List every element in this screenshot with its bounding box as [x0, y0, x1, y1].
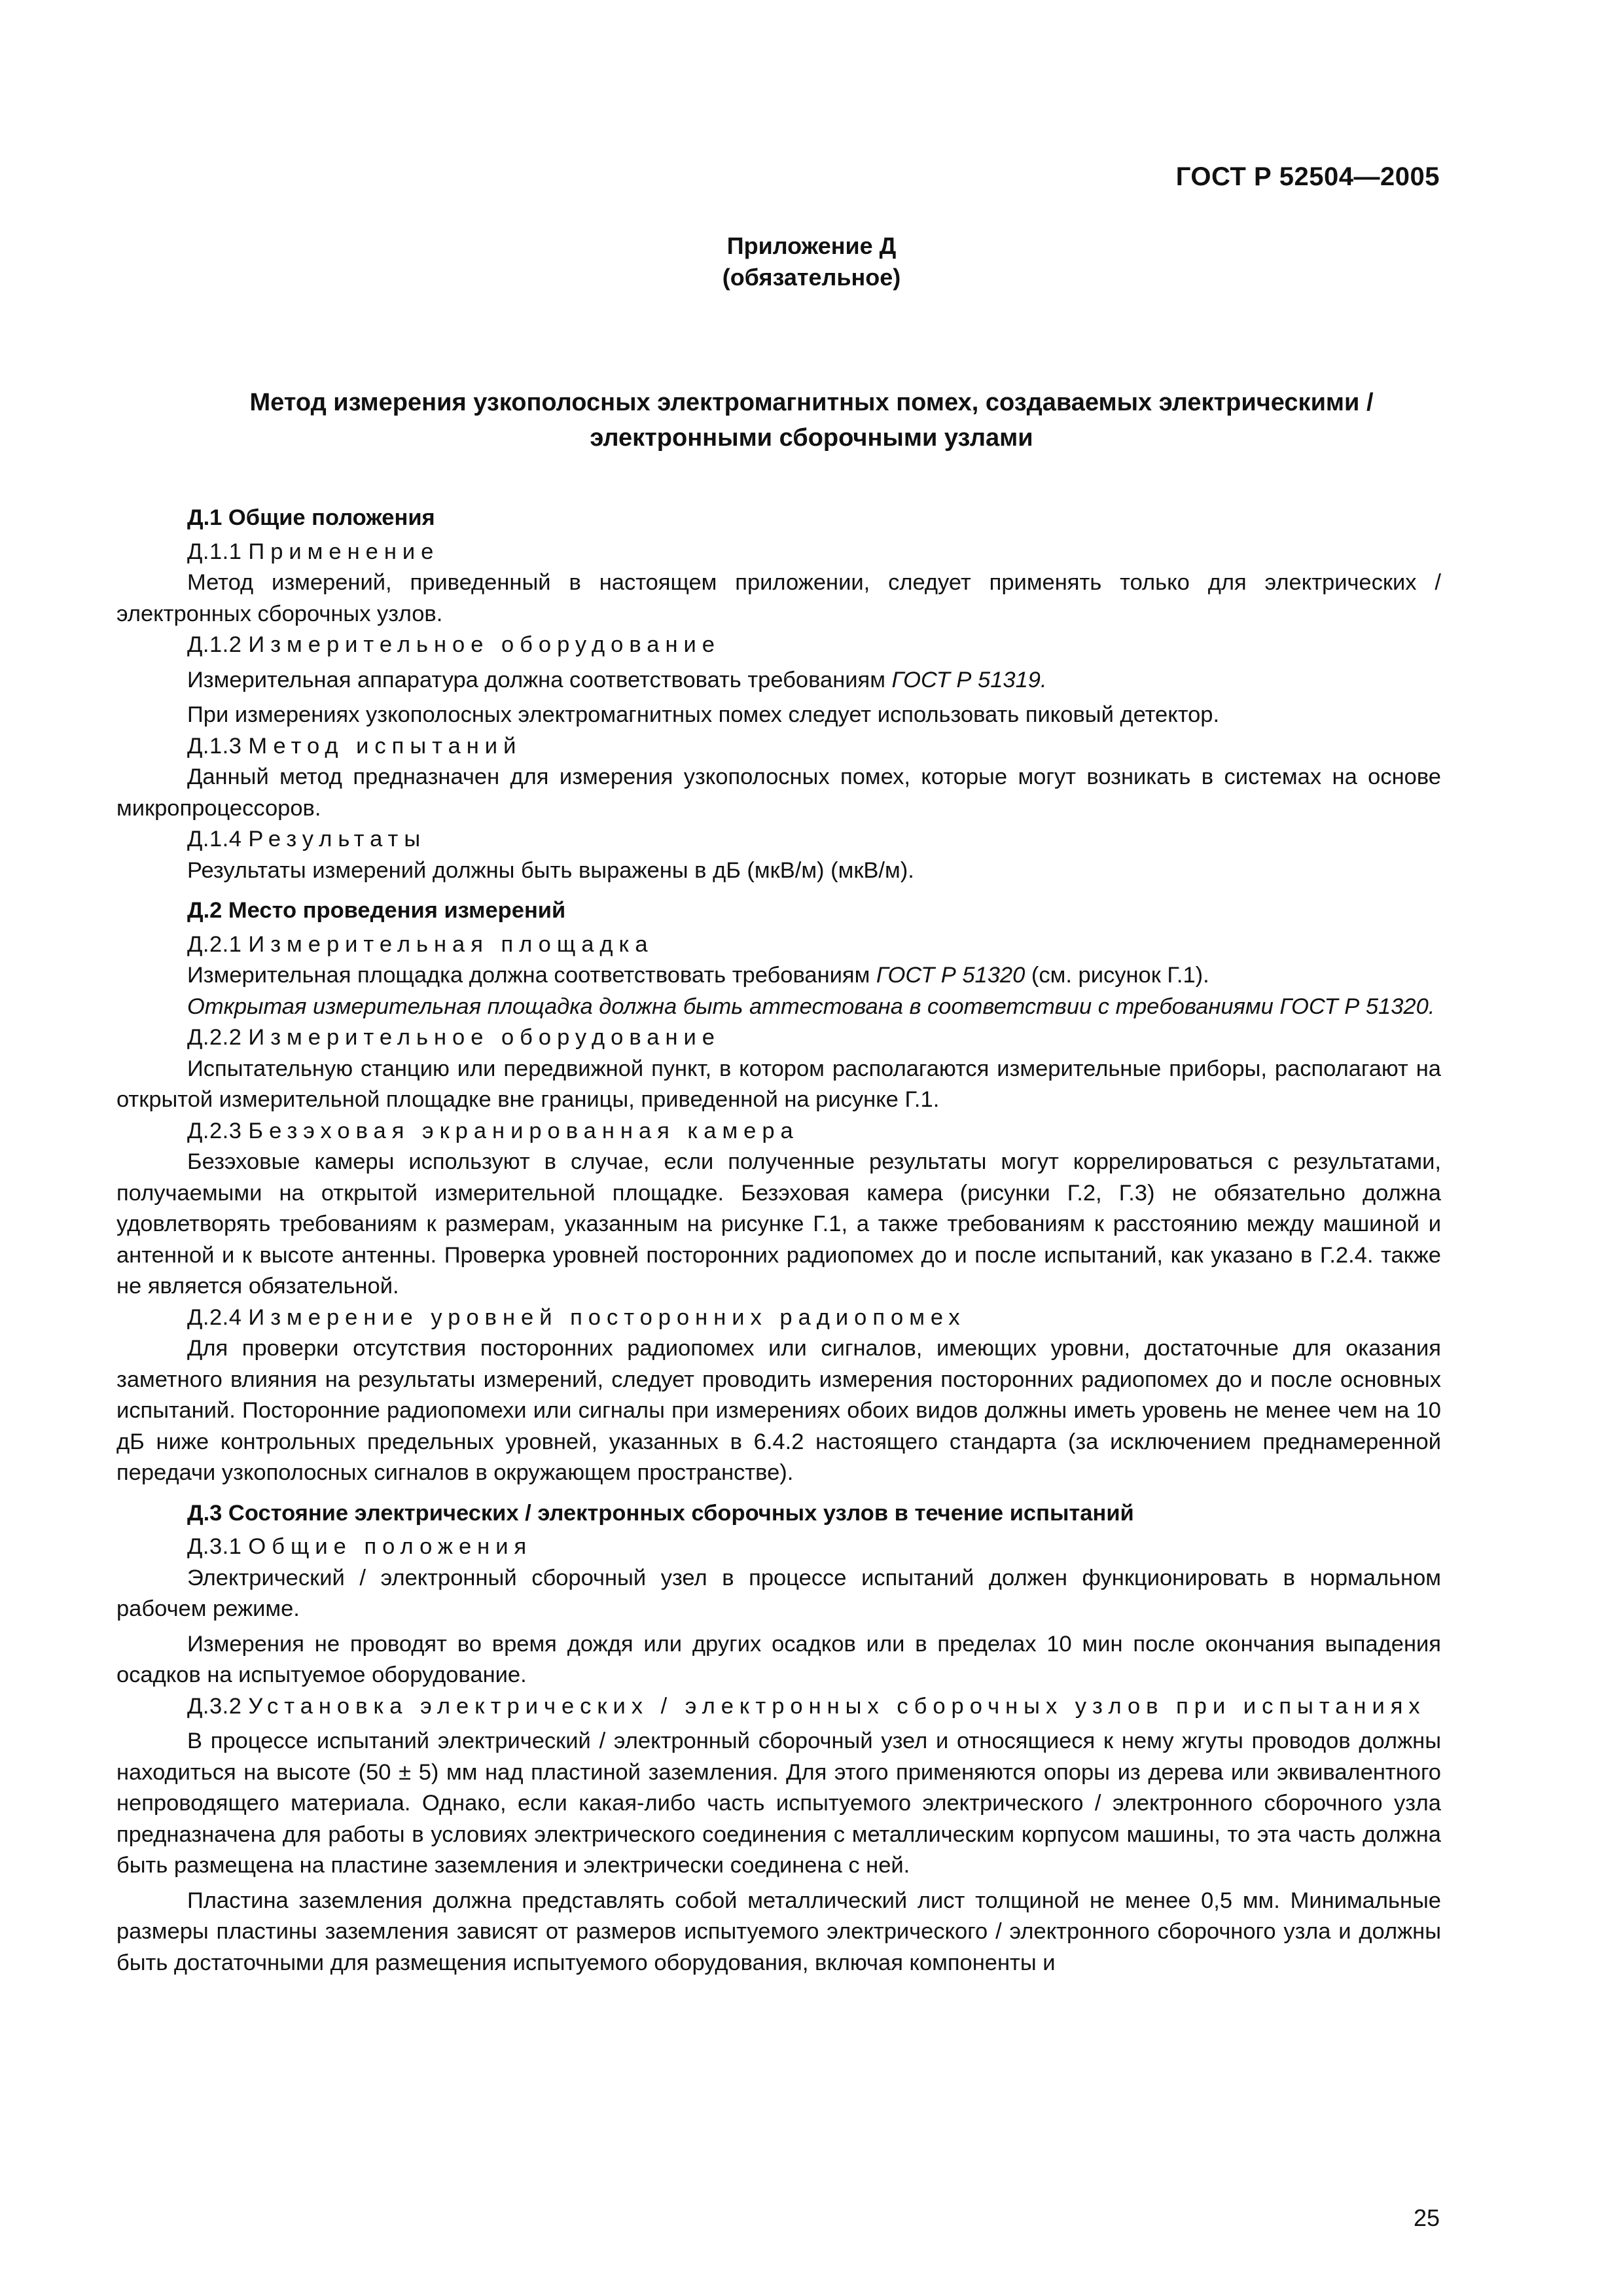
standard-reference: ГОСТ Р 51319.: [891, 667, 1047, 692]
paragraph-italic: Открытая измерительная площадка должна быть аттестована в соответствии с требованиями ГОСТ Р 51320.: [187, 994, 1435, 1019]
standard-number: ГОСТ Р 52504—2005: [1175, 162, 1440, 191]
paragraph: Результаты измерений должны быть выражены в дБ (мкВ/м) (мкВ/м).: [187, 857, 914, 883]
paragraph: Измерения не проводят во время дождя или других осадков или в пределах 10 мин после окончания выпадения осадков на испытуемое оборудование.: [116, 1631, 1441, 1687]
appendix-title: Приложение Д: [726, 232, 897, 259]
subsection-heading-d1-4: Д.1.4 Результаты: [187, 827, 427, 852]
subsection-heading-d3-2: Д.3.2 Установка электрических / электронных сборочных узлов при испытаниях: [187, 1693, 1426, 1719]
paragraph: Измерительная площадка должна соответствовать требованиям ГОСТ Р 51320 (см. рисунок Г.1).: [187, 963, 1209, 988]
subsection-heading-d2-2: Д.2.2 Измерительное оборудование: [187, 1025, 721, 1050]
paragraph: Пластина заземления должна представлять собой металлический лист толщиной не менее 0,5 мм. Минимальные размеры пластины заземления зависят от размеров испытуемого электрического / электронного сборочного узла и должны быть достаточными для размещения испытуемого оборудования, включая компоненты и: [116, 1888, 1441, 1975]
paragraph: Измерительная аппаратура должна соответствовать требованиям ГОСТ Р 51319.: [187, 667, 1047, 692]
standard-reference: ГОСТ Р 51320: [876, 963, 1026, 988]
appendix-heading: [0, 230, 1623, 293]
paragraph: Безэховые камеры используют в случае, если полученные результаты могут коррелироваться с результатами, получаемыми на открытой измерительной площадке. Безэховая камера (рисунки Г.2, Г.3) не обязательно должна удовлетворять требованиям к размерам, указанным на рисунке Г.1, а также требованиям к расстоянию между машиной и антенной и к высоте антенны. Проверка уровней посторонних радиопомех до и после испытаний, как указано в Г.2.4. также не является обязательной.: [116, 1149, 1441, 1299]
subsection-heading-d3-1: Д.3.1 Общие положения: [187, 1534, 533, 1559]
document-title: [157, 385, 1466, 456]
section-heading-d2: Д.2 Место проведения измерений: [187, 898, 566, 923]
subsection-heading-d2-1: Д.2.1 Измерительная площадка: [187, 931, 654, 957]
subsection-heading-d1-2: Д.1.2 Измерительное оборудование: [187, 632, 721, 657]
appendix-status: (обязательное): [722, 264, 901, 291]
section-heading-d1: Д.1 Общие положения: [187, 505, 435, 530]
subsection-heading-d1-1: Д.1.1 Применение: [187, 539, 440, 564]
subsection-heading-d2-3: Д.2.3 Безэховая экранированная камера: [187, 1118, 799, 1143]
paragraph: Электрический / электронный сборочный узел в процессе испытаний должен функционировать в нормальном рабочем режиме.: [116, 1565, 1441, 1621]
document-body: [116, 503, 1441, 1979]
page-number: 25: [1413, 2204, 1440, 2231]
paragraph: Испытательную станцию или передвижной пункт, в котором располагаются измерительные приборы, располагают на открытой измерительной площадке вне границы, приведенной на рисунке Г.1.: [116, 1056, 1441, 1112]
title-line-1: Метод измерения узкополосных электромагнитных помех, создаваемых электрическими /: [249, 389, 1374, 416]
paragraph: В процессе испытаний электрический / электронный сборочный узел и относящиеся к нему жгуты проводов должны находиться на высоте (50 ± 5) мм над пластиной заземления. Для этого применяются опоры из дерева или эквивалентного непроводящего материала. Однако, если какая-либо часть испытуемого электрического / электронного сборочного узла предназначена для работы в условиях электрического соединения с металлическим корпусом машины, то эта часть должна быть размещена на пластине заземления и электрически соединена с ней.: [116, 1729, 1441, 1878]
title-line-2: электронными сборочными узлами: [590, 424, 1033, 452]
subsection-heading-d1-3: Д.1.3 Метод испытаний: [187, 733, 522, 759]
section-heading-d3: Д.3 Состояние электрических / электронных сборочных узлов в течение испытаний: [187, 1500, 1134, 1526]
paragraph: Метод измерений, приведенный в настоящем приложении, следует применять только для электрических / электронных сборочных узлов.: [116, 570, 1441, 626]
paragraph: Данный метод предназначен для измерения узкополосных помех, которые могут возникать в системах на основе микропроцессоров.: [116, 764, 1441, 821]
paragraph: Для проверки отсутствия посторонних радиопомех или сигналов, имеющих уровни, достаточные для оказания заметного влияния на результаты измерений, следует проводить измерения посторонних радиопомех до и после основных испытаний. Посторонние радиопомехи или сигналы при измерениях обоих видов должны иметь уровень не менее чем на 10 дБ ниже контрольных предельных уровней, указанных в 6.4.2 настоящего стандарта (за исключением преднамеренной передачи узкополосных сигналов в окружающем пространстве).: [116, 1336, 1441, 1485]
subsection-heading-d2-4: Д.2.4 Измерение уровней посторонних радиопомех: [187, 1304, 966, 1330]
paragraph: При измерениях узкополосных электромагнитных помех следует использовать пиковый детектор.: [187, 702, 1220, 727]
